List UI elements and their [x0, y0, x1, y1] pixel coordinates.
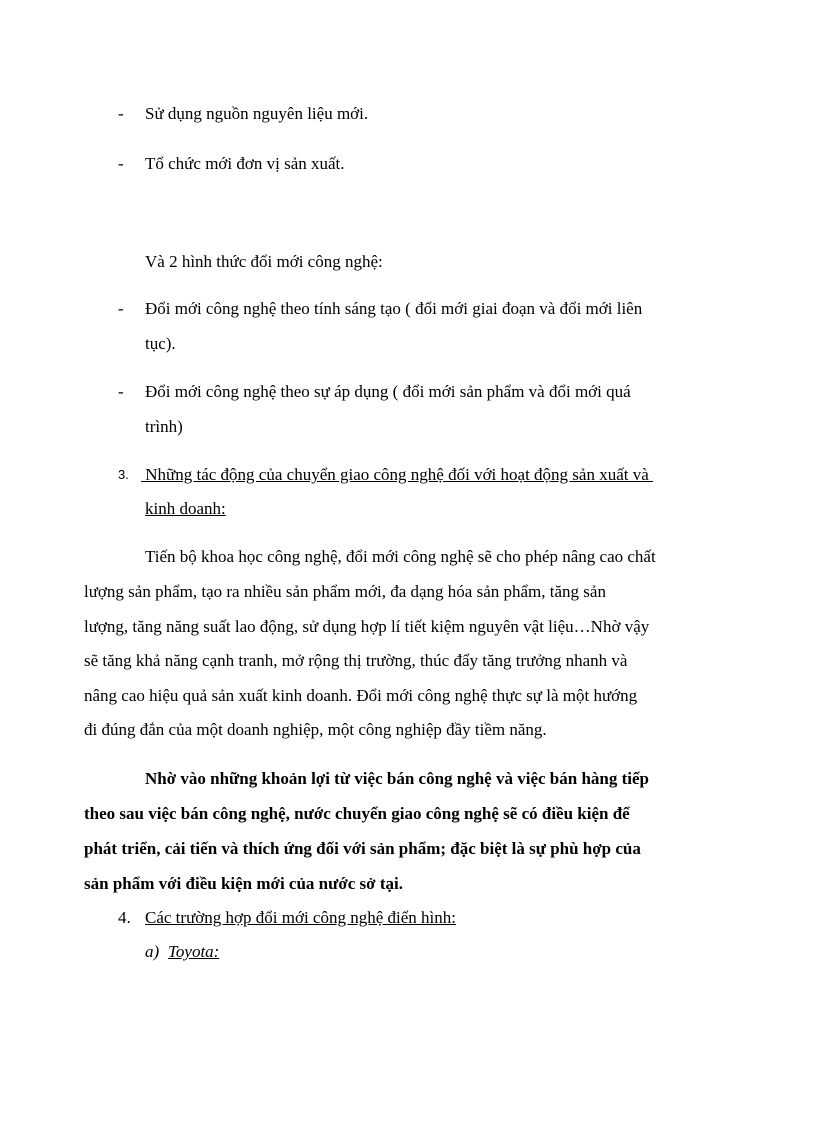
form-applied-line2: trình)	[145, 417, 183, 436]
section3-heading-line1: Những tác động của chuyển giao công nghệ đối với hoạt động sản xuất và	[141, 465, 654, 484]
para-line: Tiến bộ khoa học công nghệ, đổi mới công nghệ sẽ cho phép nâng cao chất	[145, 547, 656, 566]
bullet-marker: -	[118, 382, 124, 401]
section3-number: 3.	[118, 467, 129, 482]
bold-para-line: Nhờ vào những khoản lợi từ việc bán công nghệ và việc bán hàng tiếp	[145, 769, 649, 788]
intro-paragraph: Và 2 hình thức đổi mới công nghệ:	[145, 252, 383, 271]
form-applied-line1: Đổi mới công nghệ theo sự áp dụng ( đổi mới sản phẩm và đổi mới quá	[145, 382, 631, 401]
section4-number: 4.	[118, 908, 131, 927]
bullet-new-materials: Sử dụng nguồn nguyên liệu mới.	[145, 104, 369, 123]
bullet-new-organization: Tổ chức mới đơn vị sản xuất.	[145, 154, 345, 173]
subsection-label: a)	[145, 942, 160, 961]
para-line: đi đúng đắn của một doanh nghiệp, một công nghiệp đầy tiềm năng.	[84, 720, 547, 739]
section4-heading: Các trường hợp đổi mới công nghệ điển hình:	[145, 908, 456, 927]
bold-para-line: sản phẩm với điều kiện mới của nước sở tại.	[84, 874, 403, 893]
bullet-marker: -	[118, 104, 124, 123]
section3-heading-line2: kinh doanh:	[145, 499, 226, 518]
bold-para-line: phát triển, cải tiến và thích ứng đối với sản phẩm; đặc biệt là sự phù hợp của	[84, 839, 641, 858]
form-creative-line1: Đổi mới công nghệ theo tính sáng tạo ( đổi mới giai đoạn và đổi mới liên	[145, 299, 643, 318]
para-line: lượng, tăng năng suất lao động, sử dụng hợp lí tiết kiệm nguyên vật liệu…Nhờ vậy	[84, 617, 650, 636]
bullet-marker: -	[118, 154, 124, 173]
para-line: nâng cao hiệu quả sản xuất kinh doanh. Đổi mới công nghệ thực sự là một hướng	[84, 686, 638, 705]
subsection-title-toyota: Toyota:	[168, 942, 220, 961]
para-line: lượng sản phẩm, tạo ra nhiều sản phẩm mới, đa dạng hóa sản phẩm, tăng sản	[84, 582, 606, 601]
form-creative-line2: tục).	[145, 334, 176, 353]
bold-para-line: theo sau việc bán công nghệ, nước chuyển giao công nghệ sẽ có điều kiện để	[84, 804, 630, 823]
bullet-marker: -	[118, 299, 124, 318]
para-line: sẽ tăng khả năng cạnh tranh, mở rộng thị trường, thúc đẩy tăng trưởng nhanh và	[84, 651, 628, 670]
